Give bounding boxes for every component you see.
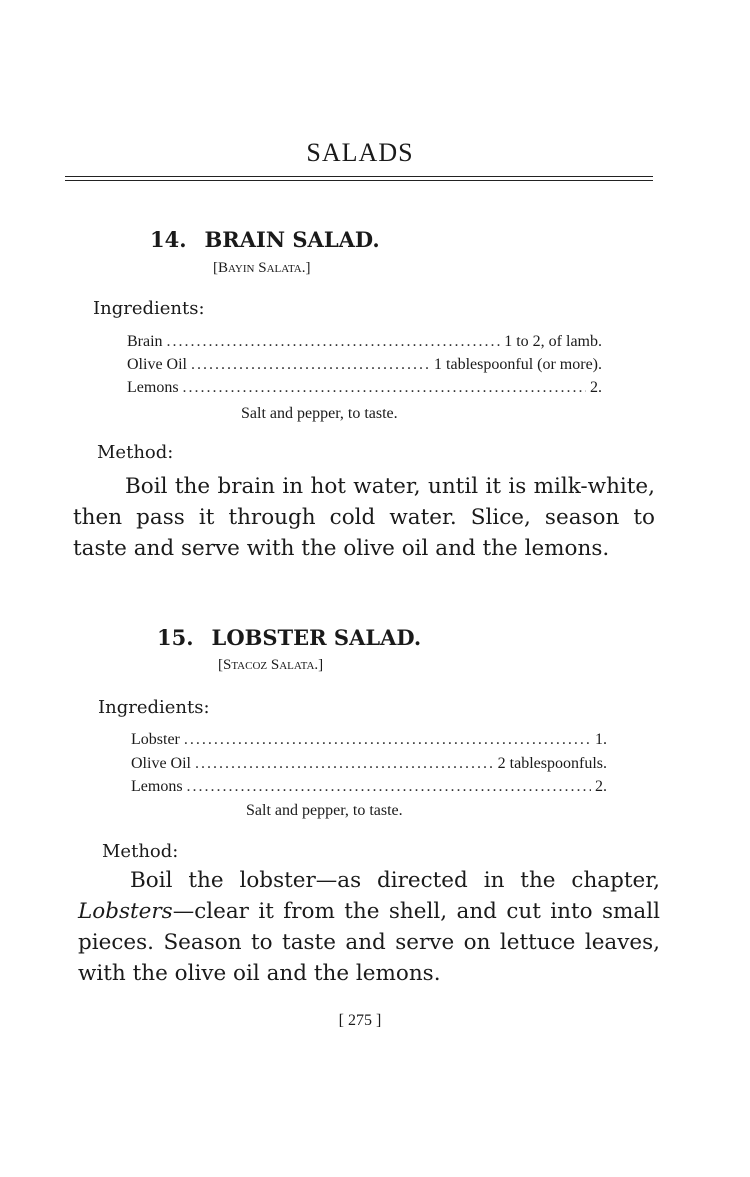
seasoning-note: Salt and pepper, to taste. xyxy=(246,802,403,819)
ingredient-amount: 2 tablespoonfuls. xyxy=(497,755,607,772)
ingredient-row xyxy=(127,333,602,351)
ingredient-row xyxy=(131,731,607,749)
leader-dots xyxy=(184,731,591,749)
ingredient-row xyxy=(131,755,607,773)
leader-dots xyxy=(191,356,430,374)
ingredient-name: Olive Oil xyxy=(131,755,191,772)
ingredient-name: Lemons xyxy=(127,379,179,396)
leader-dots xyxy=(167,333,501,351)
recipe-name: LOBSTER SALAD. xyxy=(211,625,422,650)
method-label: Method: xyxy=(102,841,179,862)
leader-dots xyxy=(187,778,591,796)
ingredient-amount: 1 tablespoonful (or more). xyxy=(434,356,602,373)
ingredients-label: Ingredients: xyxy=(93,298,205,319)
ingredient-amount: 1. xyxy=(595,731,607,748)
ingredient-row xyxy=(127,379,602,397)
recipe-subtitle: [Bayin Salata.] xyxy=(213,260,311,276)
header-rule xyxy=(65,176,653,177)
page-number: [ 275 ] xyxy=(338,1012,382,1029)
recipe-number: 14. xyxy=(150,227,187,252)
method-label: Method: xyxy=(97,442,174,463)
ingredient-name: Brain xyxy=(127,333,163,350)
ingredient-amount: 2. xyxy=(595,778,607,795)
ingredient-amount: 2. xyxy=(590,379,602,396)
ingredient-row xyxy=(127,356,602,374)
method-text xyxy=(78,865,660,989)
header-rule xyxy=(65,180,653,181)
ingredient-name: Olive Oil xyxy=(127,356,187,373)
ingredient-row xyxy=(131,778,607,796)
ingredient-name: Lemons xyxy=(131,778,183,795)
seasoning-note: Salt and pepper, to taste. xyxy=(241,405,398,422)
recipe-subtitle: [Stacoz Salata.] xyxy=(218,657,324,673)
recipe-name: BRAIN SALAD. xyxy=(204,227,380,252)
ingredients-label: Ingredients: xyxy=(98,697,210,718)
method-text-part: —clear it from the shell, and cut into small pieces. Season to taste and serve on lettuce leaves, with the olive oil and the lemons. xyxy=(78,899,660,986)
recipe-title xyxy=(150,227,380,252)
method-text-part: Boil the lobster—as directed in the chapter, xyxy=(130,868,660,893)
leader-dots xyxy=(183,379,586,397)
recipe-title xyxy=(157,625,421,650)
ingredient-name: Lobster xyxy=(131,731,180,748)
method-text: Boil the brain in hot water, until it is milk-white, then pass it through cold water. Slice, season to taste and serve with the olive oil and the lemons. xyxy=(73,474,655,561)
ingredient-amount: 1 to 2, of lamb. xyxy=(504,333,602,350)
leader-dots xyxy=(195,755,494,773)
running-head: SALADS xyxy=(306,138,414,167)
chapter-reference: Lobsters xyxy=(78,899,173,924)
recipe-number: 15. xyxy=(157,625,194,650)
